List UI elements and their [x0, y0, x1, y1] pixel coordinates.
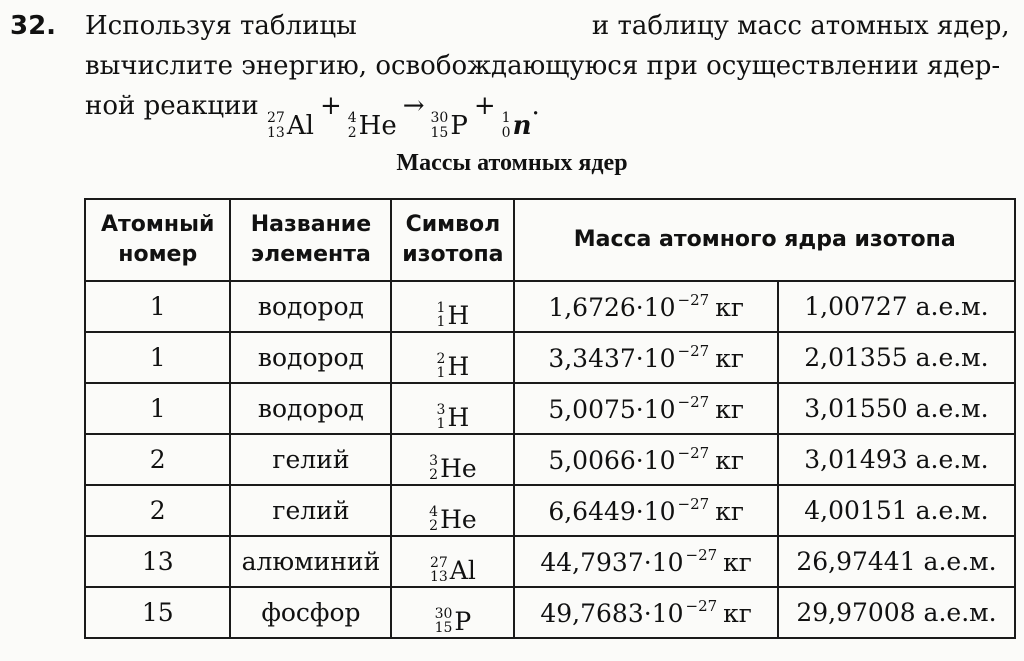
element-name-cell: гелий	[230, 434, 391, 485]
mass-amu-cell: 26,97441 а.е.м.	[778, 536, 1015, 587]
mass-kg-mantissa: 6,6449·10	[548, 497, 676, 526]
mass-kg-mantissa: 5,0075·10	[548, 395, 676, 424]
mass-kg-mantissa: 49,7683·10	[540, 599, 684, 628]
problem-statement	[10, 6, 1016, 146]
mass-kg-exponent: −27	[685, 546, 718, 564]
isotope-charge-number: 2	[429, 467, 439, 484]
product-neutron	[502, 106, 532, 146]
table-row	[85, 383, 1015, 434]
table-body	[85, 281, 1015, 638]
isotope-mass-number: 2	[436, 351, 446, 368]
nuclide-mass-number: 4	[347, 110, 357, 126]
table-header-row	[85, 199, 1015, 281]
isotope-symbol: Al	[449, 555, 476, 585]
mass-kg-cell	[514, 485, 777, 536]
header-isotope-symbol: Символ изотопа	[391, 199, 514, 281]
isotope-nuclide	[429, 454, 477, 483]
mass-kg-exponent: −27	[685, 597, 718, 615]
nuclear-reaction-equation	[267, 91, 540, 141]
reaction-arrow: →	[402, 91, 425, 121]
mass-kg-exponent: −27	[677, 393, 710, 411]
isotope-symbol-cell	[391, 536, 514, 587]
problem-text-line-2: вычислите энергию, освобождающуюся при осуществлении ядер-	[85, 51, 1001, 81]
nuclide-mass-number: 1	[501, 110, 511, 126]
element-name-cell: алюминий	[230, 536, 391, 587]
mass-kg-cell	[514, 281, 777, 332]
element-name-cell: водород	[230, 281, 391, 332]
isotope-symbol: H	[447, 300, 470, 330]
atomic-number-cell: 15	[85, 587, 230, 638]
mass-kg-unit: кг	[723, 599, 752, 628]
nuclear-masses-table	[84, 198, 1016, 639]
nuclide-charge-number: 0	[501, 125, 511, 141]
problem-text-part-1: Используя таблицы	[85, 11, 357, 41]
nuclide-mass-number: 30	[430, 110, 449, 126]
isotope-charge-number: 15	[434, 620, 453, 637]
mass-kg-exponent: −27	[677, 342, 710, 360]
nuclide-symbol: P	[450, 111, 468, 141]
isotope-charge-number: 1	[436, 314, 446, 331]
element-name-cell: водород	[230, 332, 391, 383]
table-row	[85, 332, 1015, 383]
isotope-symbol-cell	[391, 383, 514, 434]
problem-text-part-2: и таблицу масс атомных ядер,	[591, 11, 1010, 41]
isotope-nuclide	[437, 403, 470, 432]
table-row	[85, 485, 1015, 536]
table-row	[85, 434, 1015, 485]
atomic-number-cell: 13	[85, 536, 230, 587]
mass-kg-unit: кг	[715, 446, 744, 475]
isotope-symbol: He	[440, 504, 477, 534]
problem-line-2	[10, 46, 1016, 86]
table-title: Массы атомных ядер	[396, 150, 628, 176]
plus-sign: +	[473, 91, 496, 121]
mass-amu-cell: 3,01493 а.е.м.	[778, 434, 1015, 485]
product-phosphorus	[431, 106, 468, 146]
mass-kg-unit: кг	[715, 293, 744, 322]
mass-kg-exponent: −27	[677, 444, 710, 462]
mass-kg-mantissa: 3,3437·10	[548, 344, 676, 373]
isotope-mass-number: 27	[429, 555, 448, 572]
problem-text-line-3: ной реакции	[85, 91, 259, 121]
isotope-symbol: P	[454, 606, 472, 636]
reactant-aluminium	[267, 106, 314, 146]
reactant-helium	[348, 106, 397, 146]
atomic-number-cell: 1	[85, 332, 230, 383]
mass-kg-unit: кг	[715, 395, 744, 424]
isotope-nuclide	[430, 556, 476, 585]
mass-kg-cell	[514, 332, 777, 383]
isotope-nuclide	[437, 352, 470, 381]
isotope-mass-number: 3	[436, 402, 446, 419]
isotope-nuclide	[437, 301, 470, 330]
nuclide-charge-number: 13	[267, 125, 285, 141]
problem-line-1	[10, 6, 1016, 46]
mass-kg-unit: кг	[723, 548, 752, 577]
nuclide-charge-number: 2	[347, 125, 357, 141]
isotope-charge-number: 1	[436, 416, 446, 433]
isotope-symbol: H	[447, 402, 470, 432]
mass-amu-cell: 3,01550 а.е.м.	[778, 383, 1015, 434]
isotope-symbol-cell	[391, 485, 514, 536]
element-name-cell: водород	[230, 383, 391, 434]
isotope-charge-number: 1	[436, 365, 446, 382]
mass-kg-unit: кг	[715, 497, 744, 526]
isotope-symbol-cell	[391, 281, 514, 332]
table-row	[85, 587, 1015, 638]
mass-amu-cell: 1,00727 а.е.м.	[778, 281, 1015, 332]
mass-kg-cell	[514, 536, 777, 587]
mass-kg-cell	[514, 383, 777, 434]
isotope-symbol-cell	[391, 332, 514, 383]
atomic-number-cell: 1	[85, 281, 230, 332]
table-row	[85, 281, 1015, 332]
isotope-symbol-cell	[391, 434, 514, 485]
equation-period: .	[531, 91, 540, 121]
nuclide-symbol: n	[512, 111, 532, 141]
header-nucleus-mass: Масса атомного ядра изотопа	[514, 199, 1015, 281]
isotope-mass-number: 4	[429, 504, 439, 521]
atomic-number-cell: 2	[85, 434, 230, 485]
atomic-number-cell: 2	[85, 485, 230, 536]
isotope-symbol: H	[447, 351, 470, 381]
mass-kg-exponent: −27	[677, 291, 710, 309]
isotope-symbol: He	[440, 453, 477, 483]
isotope-charge-number: 13	[429, 569, 448, 586]
header-atomic-number: Атомный номер	[85, 199, 230, 281]
isotope-mass-number: 30	[434, 606, 453, 623]
mass-amu-cell: 29,97008 а.е.м.	[778, 587, 1015, 638]
isotope-symbol-cell	[391, 587, 514, 638]
mass-kg-unit: кг	[715, 344, 744, 373]
element-name-cell: гелий	[230, 485, 391, 536]
problem-number: 32.	[10, 11, 57, 41]
mass-kg-cell	[514, 434, 777, 485]
nuclide-symbol: He	[358, 111, 397, 141]
header-element-name: Название элемента	[230, 199, 391, 281]
nuclide-symbol: Al	[286, 111, 314, 141]
plus-sign: +	[319, 91, 342, 121]
isotope-nuclide	[429, 505, 477, 534]
mass-amu-cell: 4,00151 а.е.м.	[778, 485, 1015, 536]
atomic-number-cell: 1	[85, 383, 230, 434]
mass-kg-mantissa: 1,6726·10	[548, 293, 676, 322]
nuclide-mass-number: 27	[267, 110, 285, 126]
isotope-nuclide	[435, 607, 472, 636]
isotope-mass-number: 3	[429, 453, 439, 470]
problem-line-3	[10, 86, 1016, 146]
nuclide-charge-number: 15	[430, 125, 449, 141]
mass-kg-cell	[514, 587, 777, 638]
mass-kg-mantissa: 44,7937·10	[540, 548, 684, 577]
table-row	[85, 536, 1015, 587]
isotope-charge-number: 2	[429, 518, 439, 535]
mass-kg-exponent: −27	[677, 495, 710, 513]
element-name-cell: фосфор	[230, 587, 391, 638]
isotope-mass-number: 1	[436, 300, 446, 317]
mass-amu-cell: 2,01355 а.е.м.	[778, 332, 1015, 383]
mass-kg-mantissa: 5,0066·10	[548, 446, 676, 475]
